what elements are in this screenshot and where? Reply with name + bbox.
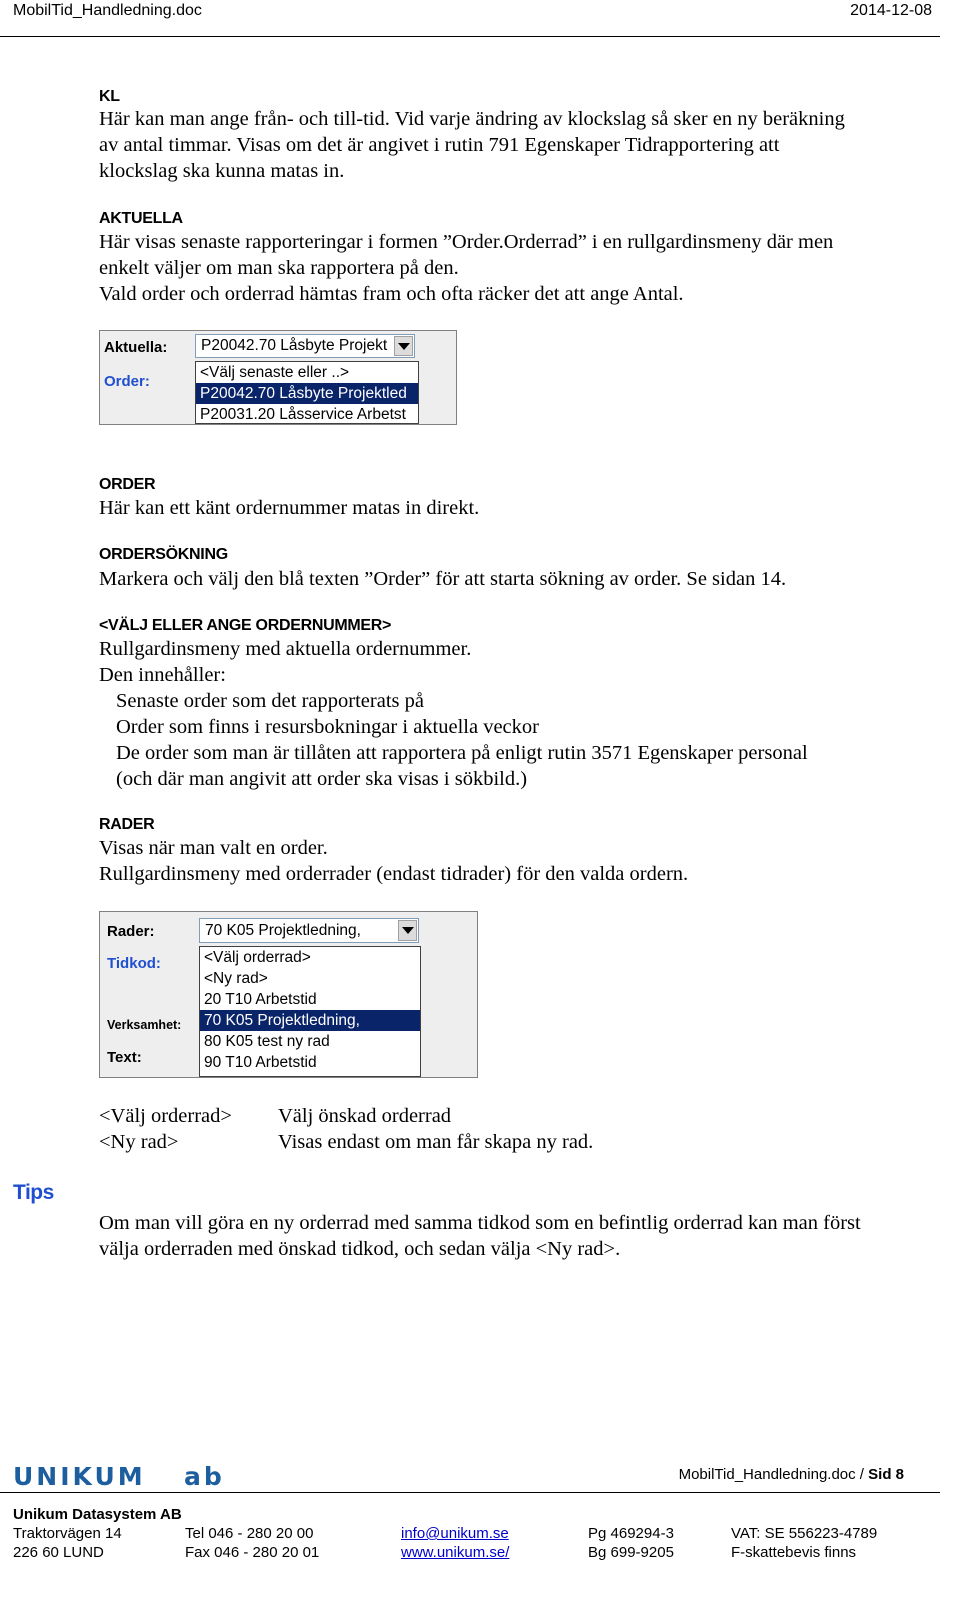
ordersokning-text: Markera och välj den blå texten ”Order” för att starta sökning av order. Se sidan 14. xyxy=(99,568,787,590)
footer-pg: Pg 469294-3 xyxy=(588,1525,674,1542)
list-item[interactable]: <Ny rad> xyxy=(204,970,268,987)
footer-street: Traktorvägen 14 xyxy=(13,1525,122,1542)
footer-city: 226 60 LUND xyxy=(13,1544,104,1561)
definition-terms xyxy=(99,1103,232,1155)
chevron-down-icon[interactable] xyxy=(394,336,413,356)
list-item: De order som man är tillåten att rapportera på enligt rutin 3571 Egenskaper personal xyxy=(116,742,808,764)
chevron-down-icon[interactable] xyxy=(398,920,417,941)
text-label: Text: xyxy=(107,1049,142,1066)
aktuella-list xyxy=(195,361,419,424)
footer-doc: MobilTid_Handledning.doc / Sid 8 xyxy=(678,1466,904,1483)
footer-rule xyxy=(0,1492,940,1493)
unikum-logo: UNIKUM xyxy=(13,1462,146,1491)
footer-vat: VAT: SE 556223-4789 xyxy=(731,1525,878,1542)
unikum-logo-ab: ab xyxy=(184,1462,225,1491)
footer-bg: Bg 699-9205 xyxy=(588,1544,674,1561)
aktuella-label: Aktuella: xyxy=(104,339,168,356)
rader-heading: RADER xyxy=(99,816,155,833)
list-item[interactable]: 20 T10 Arbetstid xyxy=(204,991,317,1008)
definition-descriptions xyxy=(278,1103,593,1155)
list-item: (och där man angivit att order ska visas i sökbild.) xyxy=(116,768,528,790)
rader-list xyxy=(199,946,421,1077)
definition-desc: Visas endast om man får skapa ny rad. xyxy=(278,1131,594,1153)
kl-heading: KL xyxy=(99,88,120,105)
list-item: Senaste order som det rapporterats på xyxy=(116,690,424,712)
footer-ftax: F-skattebevis finns xyxy=(731,1544,857,1561)
list-item[interactable]: 80 K05 test ny rad xyxy=(204,1033,330,1050)
aktuella-dropdown[interactable]: P20042.70 Låsbyte Projekt xyxy=(195,334,415,358)
footer-email-link[interactable]: info@unikum.se xyxy=(401,1525,509,1542)
footer-tel: Tel 046 - 280 20 00 xyxy=(185,1525,314,1542)
order-text: Här kan ett känt ordernummer matas in direkt. xyxy=(99,497,480,519)
header-rule xyxy=(0,36,940,37)
tips-text: Om man vill göra en ny orderrad med samma tidkod som en befintlig orderrad kan man först välja orderraden med önskad tidkod, och sedan välja <Ny rad>. xyxy=(99,1212,861,1260)
aktuella-screenshot xyxy=(99,330,457,425)
aktuella-text: Här visas senaste rapporteringar i formen ”Order.Orderrad” i en rullgardinsmeny där men enkelt väljer om man ska rapportera på den. Vald order och orderrad hämtas fram och ofta räcker det att ange Antal. xyxy=(99,231,834,305)
order-heading: ORDER xyxy=(99,476,156,493)
definition-term: <Välj orderrad> xyxy=(99,1105,232,1127)
valj-heading: <VÄLJ ELLER ANGE ORDERNUMMER> xyxy=(99,617,392,634)
list-item: Order som finns i resursbokningar i aktuella veckor xyxy=(116,716,539,738)
footer-fax: Fax 046 - 280 20 01 xyxy=(185,1544,320,1561)
list-item[interactable]: <Välj senaste eller ..> xyxy=(200,364,350,381)
rader-screenshot xyxy=(99,911,478,1078)
ordersokning-heading: ORDERSÖKNING xyxy=(99,546,228,563)
verksamhet-label: Verksamhet: xyxy=(107,1018,182,1032)
tidkod-link[interactable]: Tidkod: xyxy=(107,955,161,972)
footer-company: Unikum Datasystem AB xyxy=(13,1506,182,1523)
rader-dropdown[interactable]: 70 K05 Projektledning, xyxy=(199,918,419,943)
aktuella-heading: AKTUELLA xyxy=(99,210,183,227)
tips-label: Tips xyxy=(13,1181,54,1204)
definition-desc: Välj önskad orderrad xyxy=(278,1105,452,1127)
rader-label: Rader: xyxy=(107,923,155,940)
kl-text: Här kan man ange från- och till-tid. Vid varje ändring av klockslag så sker en ny beräkning av antal timmar. Visas om det är angivet i rutin 791 Egenskaper Tidrapportering att klockslag ska kunna matas in. xyxy=(99,108,845,182)
order-link[interactable]: Order: xyxy=(104,373,150,390)
list-item-selected[interactable]: P20042.70 Låsbyte Projektled xyxy=(196,383,418,404)
definition-term: <Ny rad> xyxy=(99,1131,179,1153)
list-item[interactable]: <Välj orderrad> xyxy=(204,949,311,966)
valj-text: Rullgardinsmeny med aktuella ordernummer. Den innehåller: Senaste order som det rapporterats på Order som finns i resursbokningar i aktuella veckor De order som man är tillåten att rapportera på enligt rutin 3571 Egenskaper personal (och där man angivit att order ska visas i sökbild.) xyxy=(99,638,808,790)
list-item-selected[interactable]: 70 K05 Projektledning, xyxy=(200,1010,420,1031)
header-filename: MobilTid_Handledning.doc xyxy=(13,2,202,19)
list-item[interactable]: P20031.20 Låsservice Arbetst xyxy=(200,406,406,423)
rader-text: Visas när man valt en order. Rullgardinsmeny med orderrader (endast tidrader) för den valda ordern. xyxy=(99,837,689,885)
page-number: Sid 8 xyxy=(868,1466,904,1483)
header-date: 2014-12-08 xyxy=(850,2,932,19)
list-item[interactable]: 90 T10 Arbetstid xyxy=(204,1054,317,1071)
footer-web-link[interactable]: www.unikum.se/ xyxy=(401,1544,510,1561)
